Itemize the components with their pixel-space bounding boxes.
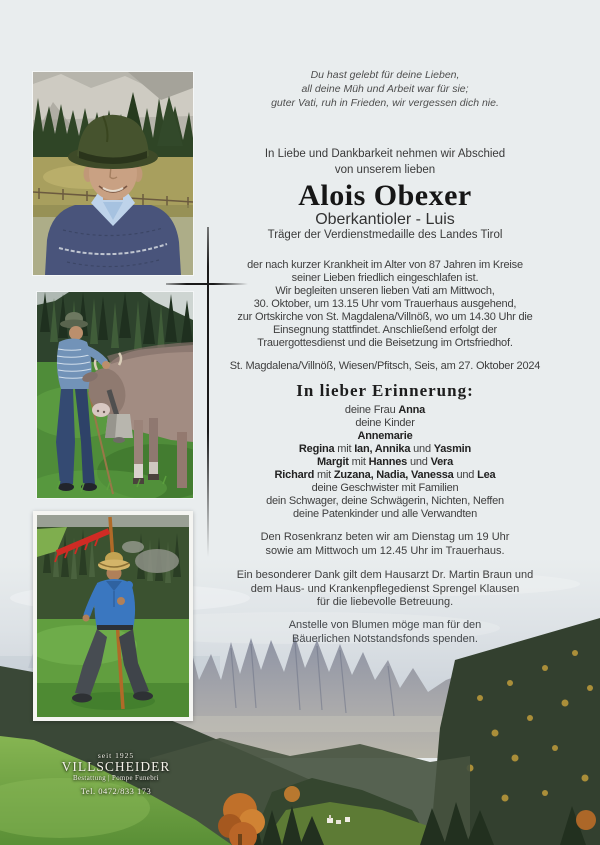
thanks-notice: Ein besonderer Dank gilt dem Hausarzt Dr. Martin Braun und dem Haus- und Krankenpflegedienst Sprengel Klausen für die liebevolle Betreuung. xyxy=(236,569,534,608)
funeral-home-phone: Tel. 0472/833 173 xyxy=(80,786,152,796)
honor-title: Träger der Verdienstmedaille des Landes Tirol xyxy=(267,229,503,241)
portrait-photo xyxy=(33,72,193,275)
house-name: Oberkantioler - Luis xyxy=(315,211,455,228)
family-list: deine Frau Anna deine Kinder Annemarie Regina mit Ian, Annika und Yasmin Margit mit Hannes und Vera Richard mit Zuzana, Nadia, Vanessa und Lea deine Geschwister mit Familien dein Schwager, deine Schwägerin, Nichten, Neffen deine Patenkinder und alle Verwandten xyxy=(266,404,504,520)
memoriam-heading: In lieber Erinnerung: xyxy=(296,381,474,400)
donation-notice: Anstelle von Blumen möge man für den Bäuerlichen Notstandsfonds spenden. xyxy=(288,619,482,645)
memorial-quote: Du hast gelebt für deine Lieben, all deine Müh und Arbeit war für sie; guter Vati, ruh in Frieden, wir vergessen dich nie. xyxy=(271,69,499,109)
dateline: St. Magdalena/Villnöß, Wiesen/Pfitsch, Seis, am 27. Oktober 2024 xyxy=(229,360,541,372)
memorial-cross-vertical xyxy=(207,227,209,557)
cow-photo xyxy=(37,292,193,498)
rake-photo-frame xyxy=(33,511,193,721)
funeral-home-since: seit 1925 xyxy=(97,751,135,760)
farewell-intro: In Liebe und Dankbarkeit nehmen wir Abschied von unserem lieben xyxy=(264,148,506,176)
funeral-home-logo xyxy=(56,751,176,796)
rosary-notice: Den Rosenkranz beten wir am Dienstag um 19 Uhr sowie am Mittwoch um 12.45 Uhr im Trauerhaus. xyxy=(260,531,510,557)
deceased-name: Alois Obexer xyxy=(298,179,472,212)
funeral-announcement: der nach kurzer Krankheit im Alter von 87 Jahren im Kreise seiner Lieben friedlich eingeschlafen ist. Wir begleiten unseren lieben Vati am Mittwoch, 30. Oktober, um 13.15 Uhr vom Trauerhaus ausgehend, zur Ortskirche von St. Magdalena/Villnöß, wo um 14.30 Uhr die Einsegnung stattfindet. Anschließend erfolgt der Trauergottesdienst und die Beisetzung im Ortsfriedhof. xyxy=(237,259,533,349)
rake-photo xyxy=(37,515,189,717)
funeral-home-services: Bestattung | Pompe Funebri xyxy=(73,775,159,782)
funeral-home-name: VILLSCHEIDER xyxy=(61,759,171,774)
